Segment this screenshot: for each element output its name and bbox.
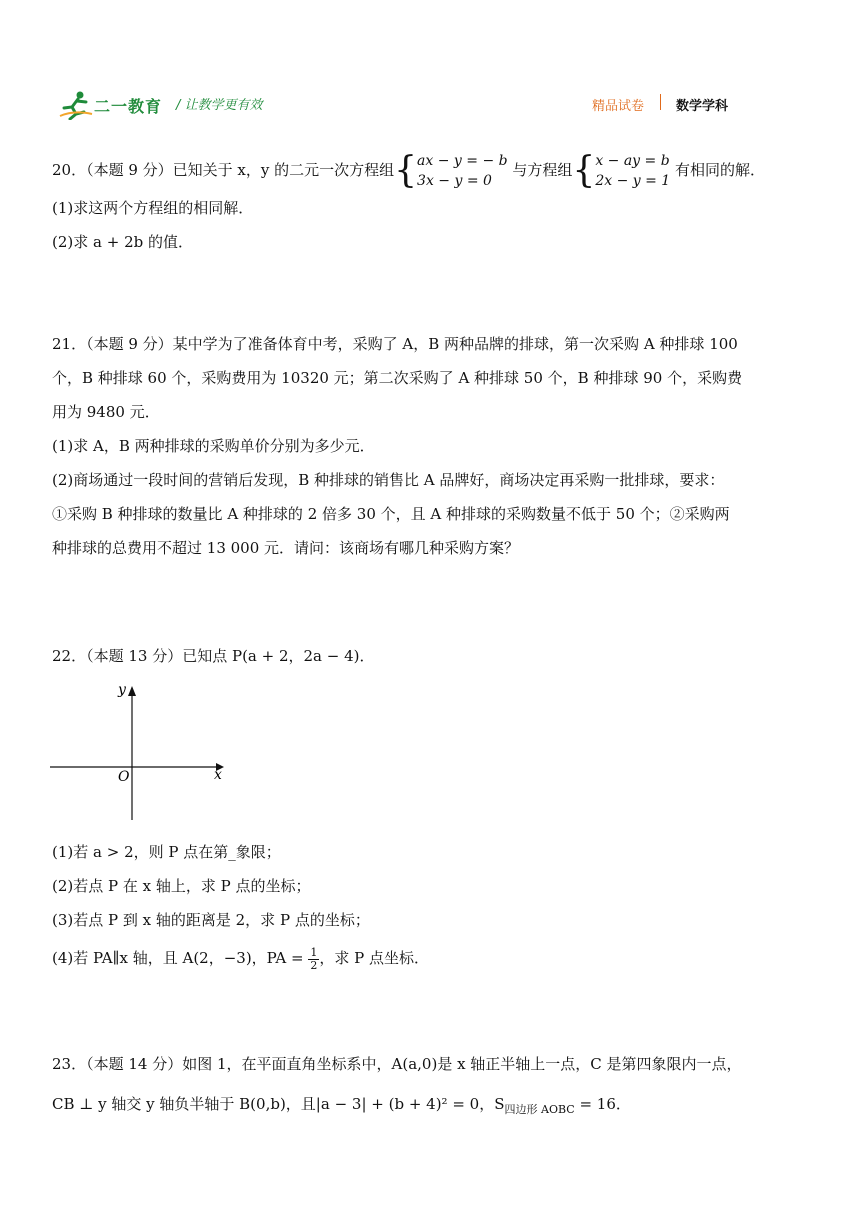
subject-label: 数学学科 <box>676 99 729 114</box>
header-separator <box>660 94 661 110</box>
q20-system-1 <box>417 151 508 191</box>
q20-suffix: 有相同的解． <box>674 161 765 179</box>
y-axis-arrow-icon <box>128 686 136 696</box>
brace-icon: { <box>394 150 418 191</box>
q22-part4 <box>52 940 429 976</box>
page-header <box>0 86 860 122</box>
logo-text: 二一教育 <box>94 97 163 116</box>
q22-stem: 22．（本题 13 分）已知点 P(a + 2，2a − 4)． <box>52 647 375 665</box>
q21-line3: 用为 9480 元． <box>52 403 160 421</box>
q23-line2 <box>52 1094 631 1120</box>
coordinate-axes-figure <box>50 680 240 830</box>
q22-part4-a: (4)若 PA∥x 轴，且 A(2，−3)，PA = <box>52 949 304 967</box>
q20-middle: 与方程组 <box>512 161 573 179</box>
q23-area-subscript: 四边形 AOBC <box>504 1103 575 1116</box>
q23-line1: 23．（本题 14 分）如图 1，在平面直角坐标系中，A(a,0)是 x 轴正半轴上一点，C 是第四象限内一点， <box>52 1055 742 1073</box>
q20-prefix: 20．（本题 9 分）已知关于 x，y 的二元一次方程组 <box>52 161 395 179</box>
q20-sys1-line1: ax − y = − b <box>417 153 508 169</box>
origin-label: O <box>118 769 130 785</box>
fraction-one-half <box>308 947 319 972</box>
q21-line2: 个，B 种排球 60 个，采购费用为 10320 元；第二次采购了 A 种排球 50 个，B 种排球 90 个，采购费 <box>52 369 743 387</box>
badge-label: 精品试卷 <box>592 99 645 114</box>
q21-part2-line1: (2)商场通过一段时间的营销后发现，B 种排球的销售比 A 品牌好，商场决定再采购一批排球，要求： <box>52 471 725 489</box>
runner-logo-icon <box>58 90 94 120</box>
fraction-denominator: 2 <box>310 958 318 972</box>
q22-part4-b: ，求 P 点坐标． <box>319 949 429 967</box>
q21-line1: 21．（本题 9 分）某中学为了准备体育中考，采购了 A，B 两种品牌的排球，第一次采购 A 种排球 100 <box>52 335 738 353</box>
q23-line2-b: = 16． <box>574 1095 631 1113</box>
logo <box>58 90 168 120</box>
y-axis-label: y <box>118 682 126 698</box>
x-axis-label: x <box>214 767 222 783</box>
q21-part2-line2: ①采购 B 种排球的数量比 A 种排球的 2 倍多 30 个，且 A 种排球的采购数量不低于 50 个；②采购两 <box>52 505 730 523</box>
q20-part1: (1)求这两个方程组的相同解． <box>52 199 254 217</box>
slogan: / 让教学更有效 <box>176 98 263 113</box>
q20-part2: (2)求 a + 2b 的值． <box>52 233 193 251</box>
brace-icon: { <box>572 150 596 191</box>
q22-part1: (1)若 a > 2，则 P 点在第_象限； <box>52 843 281 861</box>
q20-sys2-line1: x − ay = b <box>595 153 670 169</box>
q21-part1: (1)求 A，B 两种排球的采购单价分别为多少元． <box>52 437 375 455</box>
q20-stem <box>52 150 765 191</box>
q22-part3: (3)若点 P 到 x 轴的距离是 2，求 P 点的坐标； <box>52 911 370 929</box>
fraction-numerator: 1 <box>310 945 318 959</box>
q22-part2: (2)若点 P 在 x 轴上，求 P 点的坐标； <box>52 877 311 895</box>
q23-line2-a: CB ⊥ y 轴交 y 轴负半轴于 B(0,b)，且|a − 3| + (b + 4)² = 0，S <box>52 1095 505 1113</box>
q20-system-2 <box>595 151 670 191</box>
q20-sys2-line2: 2x − y = 1 <box>595 173 671 189</box>
q21-part2-line3: 种排球的总费用不超过 13 000 元．请问：该商场有哪几种采购方案？ <box>52 539 520 557</box>
q20-sys1-line2: 3x − y = 0 <box>417 173 492 189</box>
